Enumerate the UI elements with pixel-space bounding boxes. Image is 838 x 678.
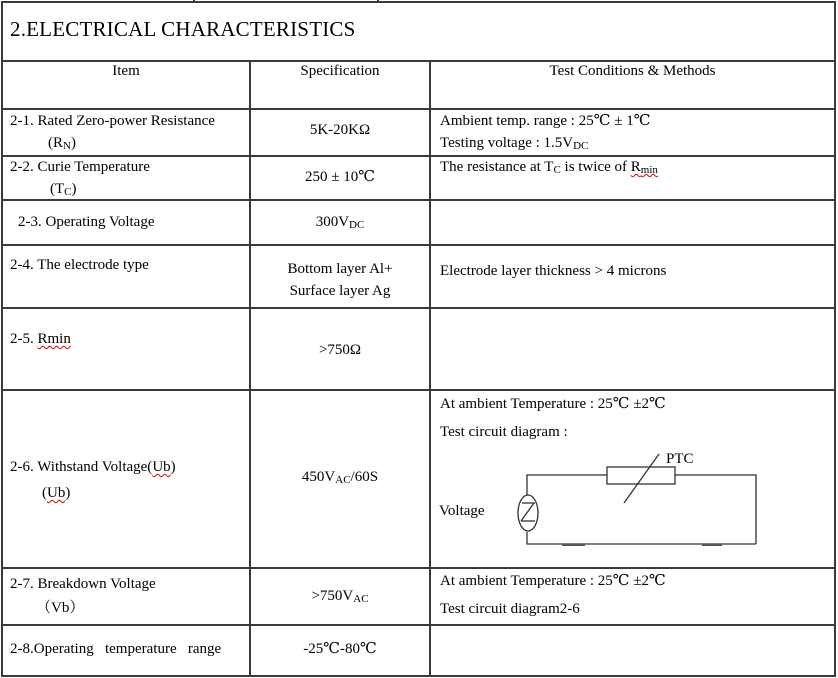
row-2-8-spec: -25℃-80℃ [303, 641, 377, 657]
item-label: 2-2. Curie Temperature [10, 159, 150, 175]
row-2-1-spec: 5K-20KΩ [309, 122, 371, 138]
test-line: Testing voltage : 1.5VDC [440, 135, 589, 152]
ac-source-icon [518, 495, 538, 531]
test-line: Ambient temp. range : 25℃ ± 1℃ [440, 113, 651, 129]
ptc-label: PTC [666, 451, 694, 467]
column-header-test-conditions: Test Conditions & Methods [549, 63, 716, 79]
item-symbol: (RN) [48, 135, 76, 152]
test-line: Test circuit diagram : [440, 424, 568, 440]
section-title: 2.ELECTRICAL CHARACTERISTICS [10, 17, 356, 41]
test-line: At ambient Temperature : 25℃ ±2℃ [440, 573, 666, 589]
row-2-7-test [440, 570, 666, 620]
row-2-5-item: 2-5. Rmin [10, 331, 71, 347]
row-2-4-test: Electrode layer thickness > 4 microns [440, 263, 667, 279]
row-2-8-item: 2-8.Operating temperature range [10, 641, 222, 657]
row-2-6-spec: 450VAC/60S [301, 469, 379, 486]
row-2-2-spec: 250 ± 10℃ [304, 169, 375, 185]
test-line: Test circuit diagram2-6 [440, 601, 580, 617]
ptc-resistor-icon [607, 467, 675, 484]
row-2-3-spec: 300VDC [315, 214, 365, 231]
item-symbol: (TC) [50, 181, 77, 198]
item-symbol: (Ub) [42, 485, 71, 501]
row-2-4-spec: Bottom layer Al+ Surface layer Ag [287, 261, 393, 299]
item-label: 2-7. Breakdown Voltage [10, 576, 156, 592]
row-2-4-item: 2-4. The electrode type [10, 257, 149, 273]
row-2-5-spec: >750Ω [318, 342, 362, 358]
row-2-7-item [10, 573, 156, 619]
column-header-item: Item [112, 63, 140, 79]
column-header-specification: Specification [300, 63, 380, 79]
item-label: 2-6. Withstand Voltage(Ub) [10, 459, 176, 475]
row-2-2-test: The resistance at TC is twice of Rmin [440, 159, 658, 176]
row-2-7-spec: >750VAC [311, 588, 369, 605]
test-line: At ambient Temperature : 25℃ ±2℃ [440, 396, 666, 412]
row-2-3-item: 2-3. Operating Voltage [18, 214, 155, 230]
item-label: 2-1. Rated Zero-power Resistance [10, 113, 215, 129]
voltage-label: Voltage [439, 503, 485, 519]
item-symbol: （Vb） [36, 600, 85, 616]
